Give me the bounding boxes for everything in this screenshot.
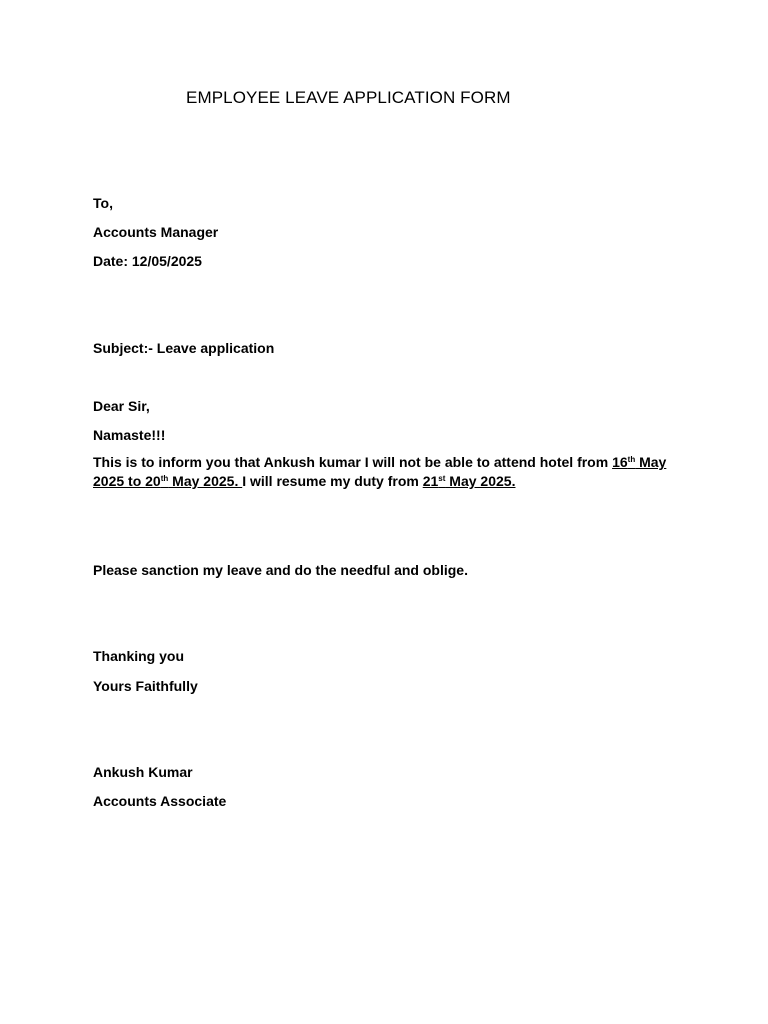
page-title: EMPLOYEE LEAVE APPLICATION FORM	[186, 88, 511, 107]
from-day: 16	[612, 454, 628, 470]
to-rest: May 2025.	[168, 473, 243, 489]
request-line: Please sanction my leave and do the needful and oblige.	[93, 562, 468, 578]
body-paragraph	[93, 453, 673, 491]
from-suffix: th	[627, 455, 636, 464]
to-day: 20	[145, 473, 161, 489]
date-line: Date: 12/05/2025	[93, 253, 202, 269]
salutation: Dear Sir,	[93, 398, 150, 414]
greeting: Namaste!!!	[93, 427, 166, 443]
resume-date	[423, 473, 516, 489]
closing-line: Yours Faithfully	[93, 678, 198, 694]
signatory-name: Ankush Kumar	[93, 764, 193, 780]
signatory-title: Accounts Associate	[93, 793, 227, 809]
resume-rest: May 2025.	[445, 473, 516, 489]
recipient: Accounts Manager	[93, 224, 219, 240]
resume-suffix: st	[438, 474, 446, 483]
resume-day: 21	[422, 473, 439, 489]
to-label: To,	[93, 195, 113, 211]
thanks-line: Thanking you	[93, 648, 184, 664]
body-intro: This is to inform you that Ankush kumar I will not be able to attend hotel from	[93, 454, 613, 470]
to-suffix: th	[160, 474, 169, 483]
subject-line: Subject:- Leave application	[93, 340, 275, 356]
from-rest: May 2025 to	[93, 454, 667, 489]
resume-text: I will resume my duty from	[242, 473, 423, 489]
